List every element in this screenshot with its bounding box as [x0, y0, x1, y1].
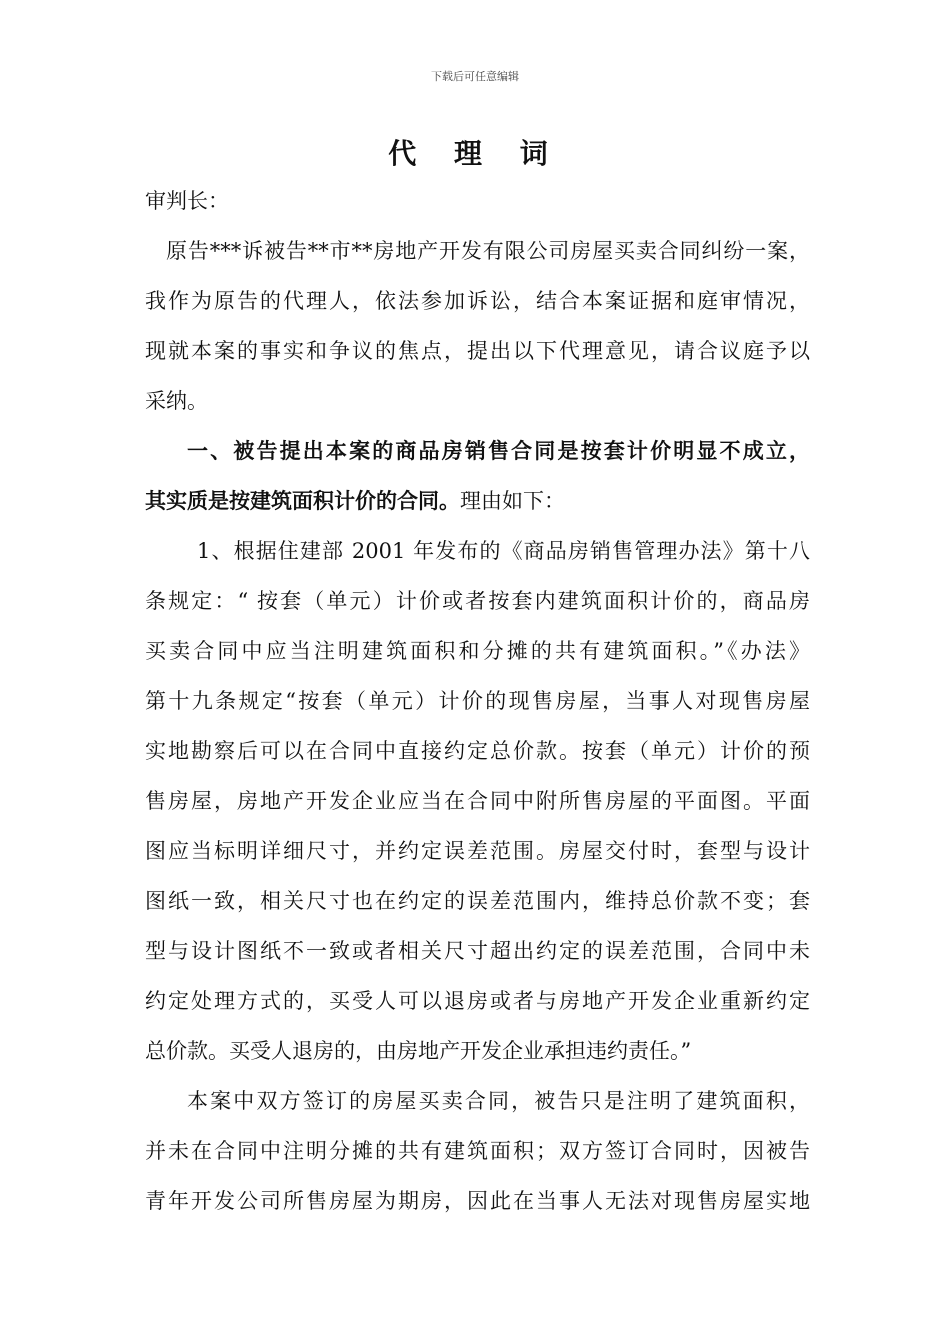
paragraph-line: 图纸一致，相关尺寸也在约定的误差范围内，维持总价款不变；套 [145, 889, 810, 913]
paragraph-line: 图应当标明详细尺寸，并约定误差范围。房屋交付时，套型与设计 [145, 839, 810, 863]
paragraph-line: 型与设计图纸不一致或者相关尺寸超出约定的误差范围，合同中未 [145, 939, 810, 963]
salutation: 审判长： [145, 189, 229, 213]
paragraph-line: 总价款。买受人退房的，由房地产开发企业承担违约责任。” [145, 1039, 692, 1063]
paragraph-line: 售房屋，房地产开发企业应当在合同中附所售房屋的平面图。平面 [145, 789, 810, 813]
paragraph-line: 原告***诉被告**市**房地产开发有限公司房屋买卖合同纠纷一案， [166, 239, 810, 263]
paragraph-line: 实地勘察后可以在合同中直接约定总价款。按套（单元）计价的预 [145, 739, 810, 763]
section-heading-line [145, 487, 810, 515]
paragraph-line: 本案中双方签订的房屋买卖合同，被告只是注明了建筑面积， [187, 1089, 810, 1113]
paragraph-line: 青年开发公司所售房屋为期房，因此在当事人无法对现售房屋实地 [145, 1189, 810, 1213]
paragraph-line: 约定处理方式的，买受人可以退房或者与房地产开发企业重新约定 [145, 989, 810, 1013]
paragraph-line: 条规定：“ 按套（单元）计价或者按套内建筑面积计价的，商品房 [145, 589, 810, 613]
paragraph-line: 并未在合同中注明分摊的共有建筑面积；双方签订合同时，因被告 [145, 1139, 810, 1163]
header-note: 下载后可任意编辑 [431, 70, 519, 83]
paragraph-line: 买卖合同中应当注明建筑面积和分摊的共有建筑面积。”《办法》 [145, 639, 810, 663]
section-heading-line: 一、被告提出本案的商品房销售合同是按套计价明显不成立， [187, 438, 810, 463]
section-heading-text: 其实质是按建筑面积计价的合同。 [145, 488, 460, 513]
paragraph-line: 1、根据住建部 2001 年发布的《商品房销售管理办法》第十八 [197, 539, 810, 563]
document-title: 代 理 词 [388, 137, 562, 170]
reason-lead-text: 理由如下： [460, 489, 565, 513]
paragraph-line: 我作为原告的代理人，依法参加诉讼，结合本案证据和庭审情况， [145, 289, 810, 313]
paragraph-line: 采纳。 [145, 389, 208, 413]
paragraph-line: 第十九条规定“按套（单元）计价的现售房屋，当事人对现售房屋 [145, 689, 810, 713]
paragraph-line: 现就本案的事实和争议的焦点，提出以下代理意见，请合议庭予以 [145, 339, 810, 363]
